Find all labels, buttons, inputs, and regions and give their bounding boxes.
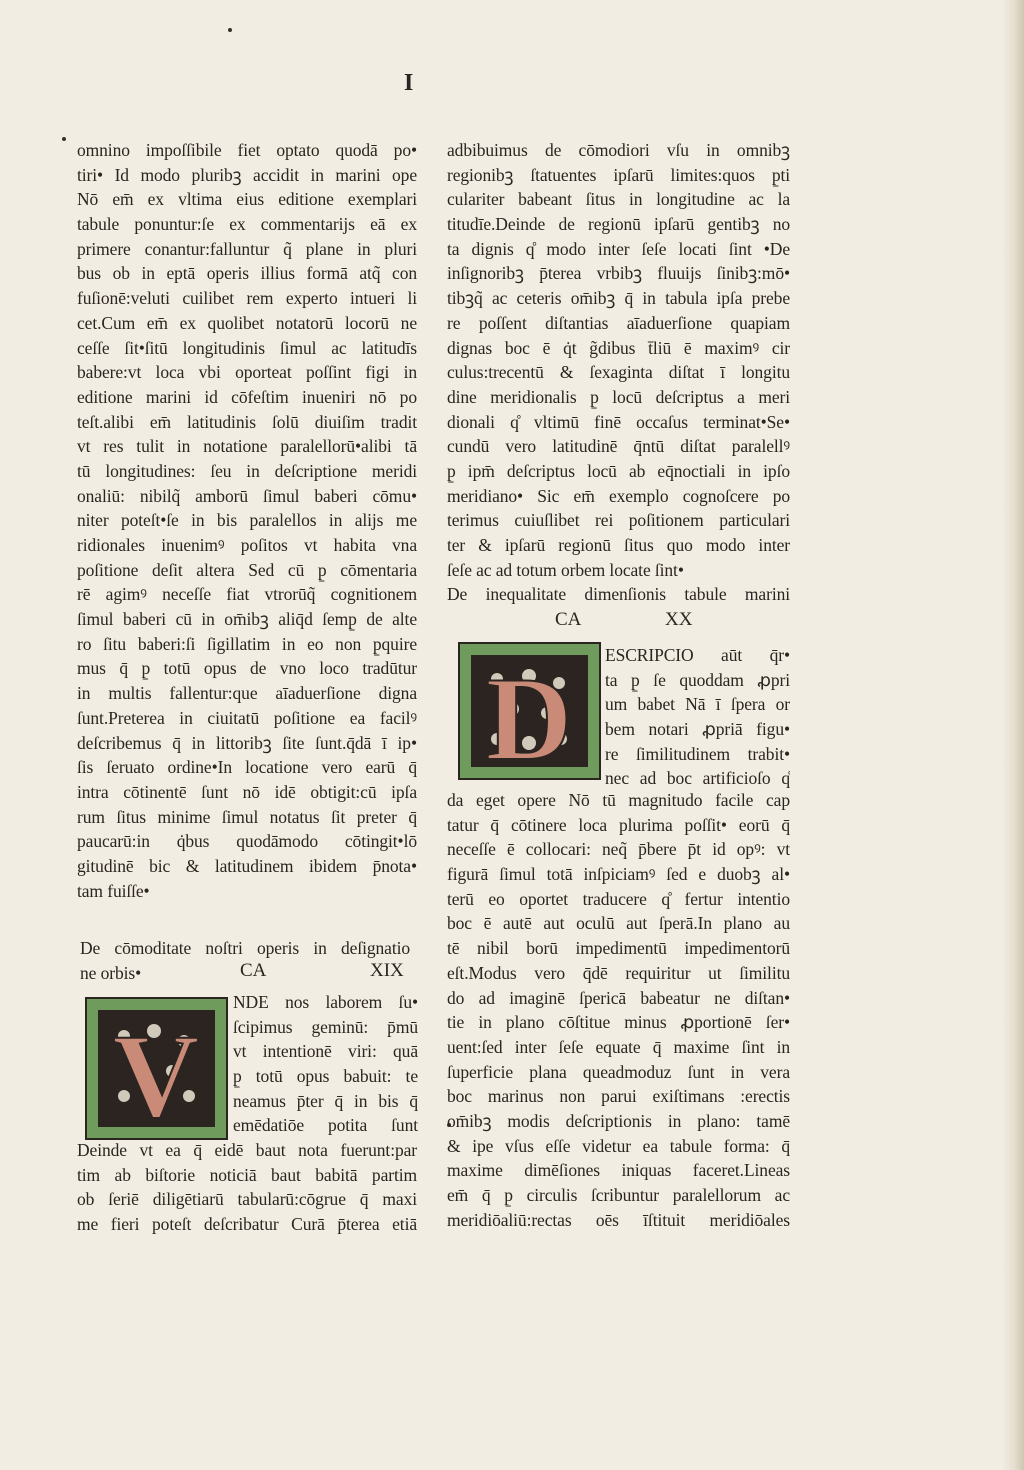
text-line: um babet Nā ī ſpera or bbox=[605, 694, 790, 715]
text-line: maxime dimēſiones iniquas faceret.Lineas bbox=[447, 1160, 790, 1181]
text-line: re poſſent diſtantias aīaduerſione quapiam bbox=[447, 312, 790, 333]
text-line: terū eo oportet traducere q̊ fertur intentio bbox=[447, 888, 790, 909]
text-line: vt intentionē viri: quā bbox=[233, 1041, 418, 1062]
text-line: fuſionē:veluti cuilibet rem experto intueri li bbox=[77, 288, 417, 309]
text-line: p̱ ipm̄ deſcriptus locū ab eq̄noctiali in ipſo bbox=[447, 460, 790, 481]
ink-spot bbox=[62, 137, 66, 141]
svg-text:V: V bbox=[112, 1009, 200, 1141]
text-line: NDE nos laborem ſu• bbox=[233, 992, 418, 1012]
text-line: editione marini id cōfeſtim inueniri nō po bbox=[77, 386, 417, 407]
folio-number: I bbox=[404, 70, 414, 96]
page-edge bbox=[1002, 0, 1024, 1470]
chapter-20-text bbox=[447, 788, 790, 1232]
text-line: adbibuimus de cōmodiori vſu in omnibꝫ bbox=[447, 140, 790, 160]
text-line: tē nibil borū impedimentū impedimentorū bbox=[447, 938, 790, 959]
text-line: gitudinē bic & latitudinem ibidem p̄nota• bbox=[77, 855, 417, 876]
text-line: ſis ſeruato ordine•In locatione vero earū q̄ bbox=[77, 757, 417, 778]
illuminated-initial-v bbox=[84, 996, 229, 1141]
text-line: em̄ q̄ p̱ circulis ſcribuntur paralellorum ac bbox=[447, 1185, 790, 1205]
text-line: & ipe vſus eſſe videtur ea tabule forma: q̄ bbox=[447, 1135, 790, 1156]
text-line: poſitione deſit altera Sed cū p̱ cōmentaria bbox=[77, 559, 417, 580]
text-line: inſignoribꝫ p̄terea vrbibꝫ fluuijs ſinibꝫ:mō• bbox=[447, 263, 790, 284]
text-line: tibꝫq̃ ac ceteris om̄ibꝫ q̄ in tabula ipſa prebe bbox=[447, 288, 790, 309]
text-line: De cōmoditate noſtri operis in deſignatio bbox=[80, 938, 410, 958]
text-line: ob ſeriē diligētiarū tabularū:cōgrue q̄ maxi bbox=[77, 1189, 417, 1210]
chapter-19-text bbox=[77, 1138, 417, 1237]
left-paragraph bbox=[77, 138, 417, 903]
text-line: culariter babeant ſitus in longitudine ac la bbox=[447, 189, 790, 210]
chapter-19-indented-text bbox=[233, 990, 418, 1138]
text-line: ſuperficie plana queadmoduz ſunt in vera bbox=[447, 1061, 790, 1082]
text-line: meridiōaliū:rectas oēs īſtituit meridiōales bbox=[447, 1209, 790, 1230]
text-line: culus:trecentū & ſexaginta diſtat ī longitu bbox=[447, 362, 790, 383]
text-line: ſimul baberi cū in om̄ibꝫ aliq̄d ſemp̱ de alte bbox=[77, 609, 417, 630]
chapter-19-number: XIX bbox=[370, 960, 404, 981]
text-line: cundū vero latitudinē q̄ntū diſtat paralellꝰ bbox=[447, 436, 790, 457]
text-line: babere:vt loca vbi oporteat poſſint figi in bbox=[77, 362, 417, 383]
text-line: ta dignis q̊ modo inter ſeſe locati ſint •De bbox=[447, 238, 790, 259]
text-line: ridionales inuenimꝰ poſitos vt habita vna bbox=[77, 535, 417, 555]
text-line: tim ab biſtorie noticiā baut babitā partim bbox=[77, 1164, 417, 1185]
text-line: uent:ſed inter ſeſe equate q̄ maxime ſint in bbox=[447, 1036, 790, 1057]
text-line: terimus cuiuſlibet rei poſitionem particulari bbox=[447, 510, 790, 531]
text-line: bem notari ꝓpriā figu• bbox=[605, 719, 790, 740]
text-line: paucarū:in q̇bus quodāmodo cōtingit•lō bbox=[77, 831, 417, 852]
text-line: De inequalitate dimenſionis tabule marini bbox=[447, 584, 790, 605]
text-line: ſcipimus geminū: p̄mū bbox=[233, 1016, 418, 1037]
text-line: tū longitudines: ſeu in deſcriptione meridi bbox=[77, 460, 417, 481]
chapter-20-ca: CA bbox=[555, 609, 582, 630]
text-line: do ad imaginē ſpericā babeatur ne diſtan• bbox=[447, 987, 790, 1008]
text-line: Deinde vt ea q̄ eidē baut nota fuerunt:par bbox=[77, 1140, 417, 1160]
text-line: onaliū: nibilq̃ amborū ſimul baberi cōmu• bbox=[77, 485, 417, 506]
text-line: mus q̄ p̱ totū opus de vno loco tradūtur bbox=[77, 658, 417, 679]
text-line: nec ad boc artificioſo q̊ bbox=[605, 768, 790, 789]
text-line: deſcribemus q̄ in littoribꝫ ſite ſunt.q̄dā ī ip• bbox=[77, 732, 417, 753]
text-line: tiri• Id modo pluribꝫ accidit in marini ope bbox=[77, 164, 417, 185]
text-line: niter poteſt•ſe in bis paralellos in alijs me bbox=[77, 510, 417, 531]
text-line: neceſſe ē collocari: neq̃ p̄bere p̄t id opꝰ: vt bbox=[447, 839, 790, 860]
text-line: emēdatiōe potita ſunt bbox=[233, 1115, 418, 1136]
text-line: tam fuiſſe• bbox=[77, 880, 150, 901]
text-line: figurā ſimul totā inſpiciamꝰ ſed e duobꝫ al• bbox=[447, 864, 790, 885]
text-line: ter & ipſarū regionū ſitus quo modo inter bbox=[447, 535, 790, 555]
text-line: re ſimilitudinem trabit• bbox=[605, 743, 790, 764]
text-line: p̱ totū opus babuit: te bbox=[233, 1066, 418, 1087]
text-line: teſt.alibi em̄ latitudinis ſolū diuiſim tradit bbox=[77, 411, 417, 432]
text-line: tie in plano cōſtitue minus ꝓportionē ſer• bbox=[447, 1012, 790, 1033]
text-line: regionibꝫ ſtatuentes ipſarū limites:quos p̱ti bbox=[447, 164, 790, 185]
chapter-19-ca: CA bbox=[240, 960, 267, 981]
text-line: vt res tulit in notatione paralellorū•alibi tā bbox=[77, 436, 417, 457]
text-line: neamus p̄ter q̄ in bis q̄ bbox=[233, 1090, 418, 1111]
text-line: in multis fallentur:que aīaduerſione digna bbox=[77, 683, 417, 704]
text-line: meridiano• Sic em̄ exemplo cognoſcere po bbox=[447, 485, 790, 506]
right-paragraph bbox=[447, 138, 790, 607]
text-line: eſt.Modus vero q̄dē requiritur ut ſimilitu bbox=[447, 962, 790, 983]
text-line: om̄ibꝫ modis deſcriptionis in plano: tamē bbox=[447, 1110, 790, 1131]
text-line: rē agimꝰ neceſſe fiat vtrorūq̃ cognitionem bbox=[77, 584, 417, 605]
text-line: ESCRIPCIO aūt q̄r• bbox=[605, 645, 790, 665]
text-line: titudīe.Deinde de regionū ipſarū gentibꝫ no bbox=[447, 214, 790, 235]
ink-spot bbox=[228, 28, 232, 32]
text-line: rum ſitus minime ſimul notatus ſit preter q̄ bbox=[77, 806, 417, 827]
text-line: intra cōtinentē ſunt nō idē obtigit:cū ipſa bbox=[77, 781, 417, 802]
text-line: boc ē autē aut oculū aut ſperā.In plano au bbox=[447, 913, 790, 934]
text-line: dionali q̊ vltimū finē occaſus terminat•Se• bbox=[447, 411, 790, 432]
text-line: cet.Cum em̄ ex quolibet notatorū locorū ne bbox=[77, 312, 417, 333]
text-line: boc marinus non parui exiſtimans :erectis bbox=[447, 1086, 790, 1107]
text-line: ta p̱ ſe quoddam ꝓpri bbox=[605, 669, 790, 690]
text-line: ſeſe ac ad totum orbem locate ſint• bbox=[447, 559, 684, 580]
svg-text:D: D bbox=[485, 652, 573, 781]
chapter-20-indented-text bbox=[605, 643, 790, 791]
text-line: tatur q̄ cōtinere loca plurima poſſit• eorū q̄ bbox=[447, 814, 790, 835]
text-line: bus ob in eptā operis illius formā atq̃ con bbox=[77, 263, 417, 284]
chapter-20-number: XX bbox=[665, 609, 693, 630]
text-line: ceſſe ſit•ſitū longitudinis ſimul ac latitudīs bbox=[77, 337, 417, 358]
text-line: ro ſitu baberi:ſi ſigillatim in eo non p̱quire bbox=[77, 633, 417, 654]
text-line: primere conantur:falluntur q̃ plane in pluri bbox=[77, 238, 417, 259]
text-line: da eget opere Nō tū magnitudo facile cap bbox=[447, 790, 790, 810]
text-line: me fieri poteſt deſcribatur Curā p̄terea etiā bbox=[77, 1214, 417, 1235]
illuminated-initial-d bbox=[457, 641, 602, 781]
text-line: ne orbis• bbox=[80, 962, 142, 983]
text-line: omnino impoſſibile fiet optato quodā po• bbox=[77, 140, 417, 160]
text-line: dine meridionalis p̱ locū deſcriptus a meri bbox=[447, 386, 790, 407]
text-line: Nō em̄ ex vltima eius editione exemplari bbox=[77, 189, 417, 210]
text-line: ſunt.Preterea in ciuitatū poſitione ea facilꝰ bbox=[77, 707, 417, 728]
text-line: tabule ponuntur:ſe ex commentarijs eā ex bbox=[77, 214, 417, 235]
text-line: dignas boc ē q̇t g̃dibus t̄liū ē maximꝰ cir bbox=[447, 337, 790, 358]
